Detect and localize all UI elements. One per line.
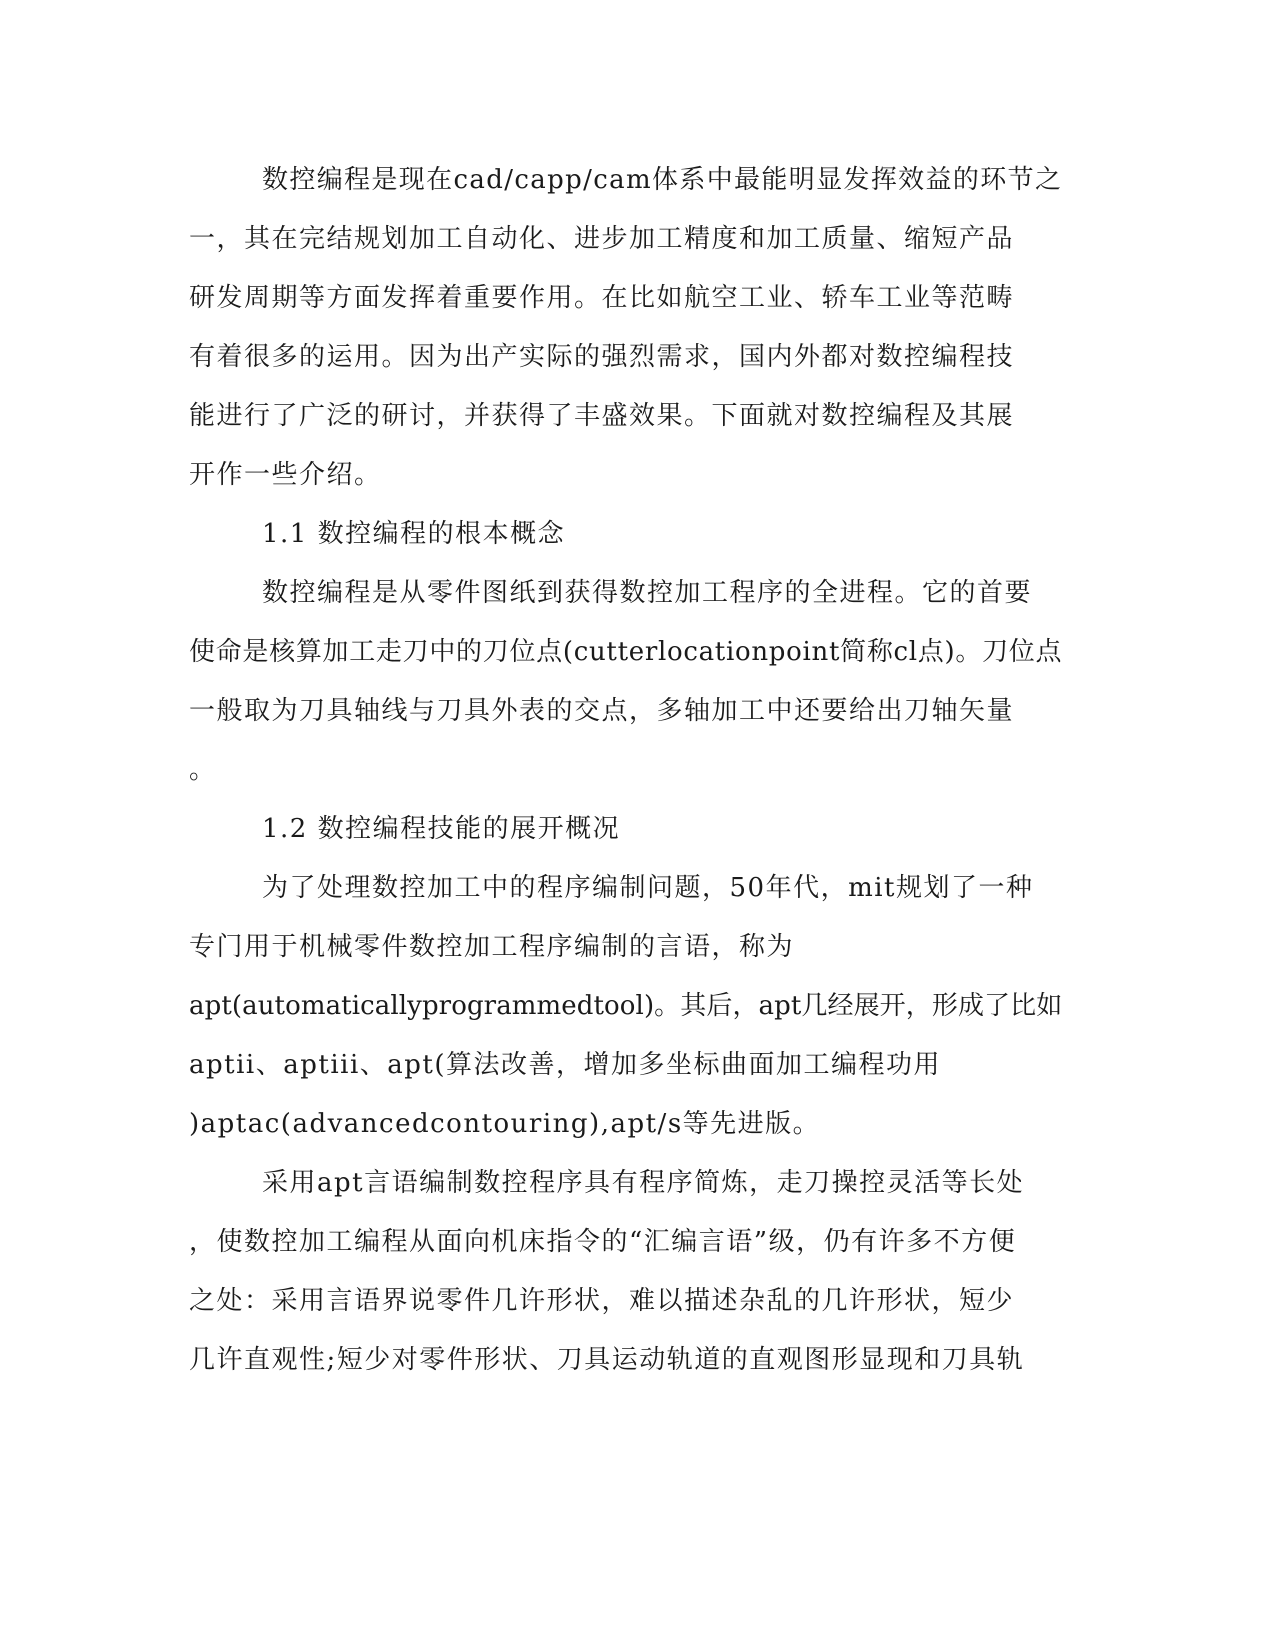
paragraph-line: 采用apt言语编制数控程序具有程序简炼，走刀操控灵活等长处 xyxy=(262,1168,1025,1198)
paragraph-line: apt(automaticallyprogrammedtool)。其后，apt几经展开，形成了比如 xyxy=(189,991,1063,1021)
section-heading: 1.1 数控编程的根本概念 xyxy=(262,519,566,549)
paragraph-line: 为了处理数控加工中的程序编制问题，50年代，mit规划了一种 xyxy=(262,873,1034,903)
section-heading: 1.2 数控编程技能的展开概况 xyxy=(262,814,621,844)
paragraph-line: 之处：采用言语界说零件几许形状，难以描述杂乱的几许形状，短少 xyxy=(189,1286,1015,1316)
paragraph-line: 数控编程是从零件图纸到获得数控加工程序的全进程。它的首要 xyxy=(262,578,1033,608)
paragraph-line: 开作一些介绍。 xyxy=(189,460,382,490)
paragraph-line: 。 xyxy=(189,755,217,785)
paragraph-line: 数控编程是现在cad/capp/cam体系中最能明显发挥效益的环节之 xyxy=(262,165,1063,195)
paragraph-line: 能进行了广泛的研讨，并获得了丰盛效果。下面就对数控编程及其展 xyxy=(189,401,1015,431)
paragraph-line: 一，其在完结规划加工自动化、进步加工精度和加工质量、缩短产品 xyxy=(189,224,1015,254)
paragraph-line: 专门用于机械零件数控加工程序编制的言语，称为 xyxy=(189,932,795,962)
paragraph-line: aptii、aptiii、apt(算法改善，增加多坐标曲面加工编程功用 xyxy=(189,1050,941,1080)
paragraph-line: 使命是核算加工走刀中的刀位点(cutterlocationpoint简称cl点)。刀位点 xyxy=(189,637,1063,667)
paragraph-line: 几许直观性;短少对零件形状、刀具运动轨道的直观图形显现和刀具轨 xyxy=(189,1345,1025,1375)
paragraph-line: 有着很多的运用。因为出产实际的强烈需求，国内外都对数控编程技 xyxy=(189,342,1015,372)
paragraph-line: 一般取为刀具轴线与刀具外表的交点，多轴加工中还要给出刀轴矢量 xyxy=(189,696,1015,726)
paragraph-line: )aptac(advancedcontouring),apt/s等先进版。 xyxy=(189,1109,821,1139)
paragraph-line: ，使数控加工编程从面向机床指令的“汇编言语”级，仍有许多不方便 xyxy=(189,1227,1017,1257)
paragraph-line: 研发周期等方面发挥着重要作用。在比如航空工业、轿车工业等范畴 xyxy=(189,283,1015,313)
